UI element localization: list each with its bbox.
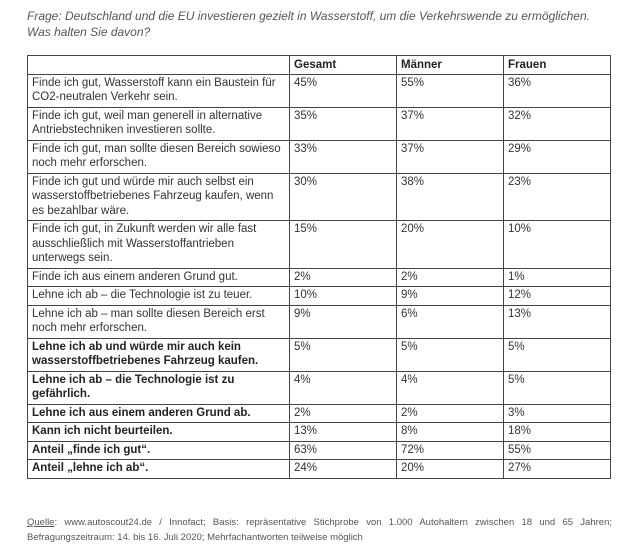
- table-row: [28, 404, 611, 423]
- frauen-cell: 18%: [504, 423, 611, 442]
- source-text: : www.autoscout24.de / Innofact; Basis: repräsentative Stichprobe von 1.000 Autohaltern zwischen 18 und 65 Jahren; Befragungszeitraum: 14. bis 16. Juli 2020; Mehrfachantworten teilweise möglich: [27, 517, 612, 543]
- gesamt-cell: 45%: [290, 74, 397, 107]
- maenner-cell: 55%: [397, 74, 504, 107]
- frauen-cell: 27%: [504, 460, 611, 479]
- frauen-cell: 23%: [504, 173, 611, 221]
- gesamt-cell: 5%: [290, 338, 397, 371]
- table-row: [28, 173, 611, 221]
- header-frauen: Frauen: [504, 56, 611, 75]
- table-row: [28, 441, 611, 460]
- gesamt-cell: 30%: [290, 173, 397, 221]
- answer-cell: Lehne ich aus einem anderen Grund ab.: [28, 404, 290, 423]
- answer-cell: Anteil „finde ich gut“.: [28, 441, 290, 460]
- answer-cell: Finde ich gut, Wasserstoff kann ein Baustein für CO2-neutralen Verkehr sein.: [28, 74, 290, 107]
- frauen-cell: 12%: [504, 287, 611, 306]
- maenner-cell: 2%: [397, 268, 504, 287]
- gesamt-cell: 15%: [290, 221, 397, 269]
- table-row: [28, 287, 611, 306]
- frauen-cell: 13%: [504, 305, 611, 338]
- table-row: [28, 460, 611, 479]
- table-row: [28, 140, 611, 173]
- gesamt-cell: 2%: [290, 268, 397, 287]
- table-body: [28, 74, 611, 478]
- maenner-cell: 20%: [397, 221, 504, 269]
- answer-cell: Finde ich gut, man sollte diesen Bereich sowieso noch mehr erforschen.: [28, 140, 290, 173]
- maenner-cell: 20%: [397, 460, 504, 479]
- answer-cell: Kann ich nicht beurteilen.: [28, 423, 290, 442]
- header-gesamt: Gesamt: [290, 56, 397, 75]
- table-header-row: [28, 56, 611, 75]
- frauen-cell: 5%: [504, 338, 611, 371]
- source-label: Quelle: [27, 517, 55, 528]
- maenner-cell: 37%: [397, 107, 504, 140]
- maenner-cell: 72%: [397, 441, 504, 460]
- maenner-cell: 4%: [397, 371, 504, 404]
- table-row: [28, 221, 611, 269]
- answer-cell: Finde ich gut, weil man generell in alternative Antriebstechniken investieren sollte.: [28, 107, 290, 140]
- gesamt-cell: 13%: [290, 423, 397, 442]
- answer-cell: Finde ich gut und würde mir auch selbst ein wasserstoffbetriebenes Fahrzeug kaufen, wenn es bezahlbar wäre.: [28, 173, 290, 221]
- answer-cell: Anteil „lehne ich ab“.: [28, 460, 290, 479]
- frauen-cell: 3%: [504, 404, 611, 423]
- survey-question: Frage: Deutschland und die EU investieren gezielt in Wasserstoff, um die Verkehrswende zu ermöglichen. Was halten Sie davon?: [27, 9, 590, 39]
- maenner-cell: 6%: [397, 305, 504, 338]
- gesamt-cell: 9%: [290, 305, 397, 338]
- maenner-cell: 37%: [397, 140, 504, 173]
- frauen-cell: 32%: [504, 107, 611, 140]
- answer-cell: Finde ich gut, in Zukunft werden wir alle fast ausschließlich mit Wasserstoffantrieben unterwegs sein.: [28, 221, 290, 269]
- table-row: [28, 371, 611, 404]
- frauen-cell: 29%: [504, 140, 611, 173]
- source-note: [27, 515, 612, 545]
- answer-cell: Finde ich aus einem anderen Grund gut.: [28, 268, 290, 287]
- answer-cell: Lehne ich ab – die Technologie ist zu teuer.: [28, 287, 290, 306]
- answer-cell: Lehne ich ab – die Technologie ist zu gefährlich.: [28, 371, 290, 404]
- maenner-cell: 38%: [397, 173, 504, 221]
- gesamt-cell: 10%: [290, 287, 397, 306]
- frauen-cell: 36%: [504, 74, 611, 107]
- maenner-cell: 9%: [397, 287, 504, 306]
- answer-cell: Lehne ich ab und würde mir auch kein wasserstoffbetriebenes Fahrzeug kaufen.: [28, 338, 290, 371]
- frauen-cell: 55%: [504, 441, 611, 460]
- table-row: [28, 107, 611, 140]
- maenner-cell: 2%: [397, 404, 504, 423]
- answer-cell: Lehne ich ab – man sollte diesen Bereich erst noch mehr erforschen.: [28, 305, 290, 338]
- frauen-cell: 5%: [504, 371, 611, 404]
- table-row: [28, 338, 611, 371]
- gesamt-cell: 2%: [290, 404, 397, 423]
- gesamt-cell: 24%: [290, 460, 397, 479]
- frauen-cell: 1%: [504, 268, 611, 287]
- frauen-cell: 10%: [504, 221, 611, 269]
- gesamt-cell: 4%: [290, 371, 397, 404]
- header-maenner: Männer: [397, 56, 504, 75]
- table-row: [28, 305, 611, 338]
- header-answer: [28, 56, 290, 75]
- gesamt-cell: 35%: [290, 107, 397, 140]
- gesamt-cell: 63%: [290, 441, 397, 460]
- survey-results-table: [27, 55, 611, 479]
- maenner-cell: 5%: [397, 338, 504, 371]
- table-row: [28, 423, 611, 442]
- maenner-cell: 8%: [397, 423, 504, 442]
- gesamt-cell: 33%: [290, 140, 397, 173]
- table-row: [28, 74, 611, 107]
- table-row: [28, 268, 611, 287]
